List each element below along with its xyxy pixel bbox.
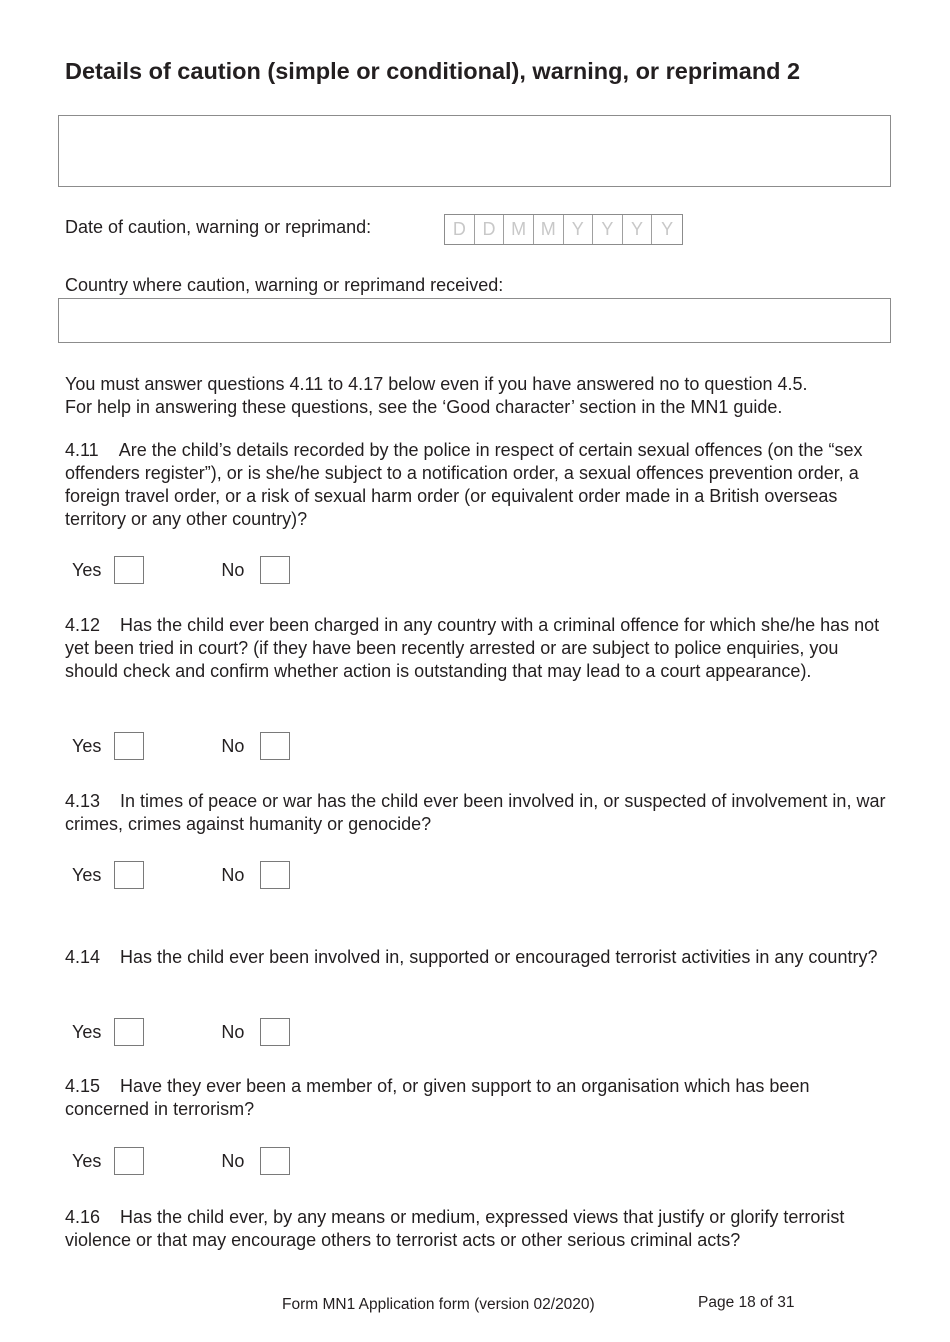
question-text: Has the child ever, by any means or medium, expressed views that justify or glorify terrorist violence or that may encourage others to terrorist acts or other serious criminal acts? xyxy=(65,1207,845,1250)
yes-checkbox-4-13[interactable] xyxy=(114,861,144,889)
question-4-14 xyxy=(65,946,895,969)
date-day-digit-2[interactable]: D xyxy=(475,215,505,244)
question-number: 4.12 xyxy=(65,615,101,635)
no-checkbox-4-12[interactable] xyxy=(260,732,290,760)
question-text: Has the child ever been charged in any country with a criminal offence for which she/he has not yet been tried in court? (if they have been recently arrested or are subject to police enquiries, you should check and confirm whether action is outstanding that may lead to a court appearance). xyxy=(65,615,880,681)
question-text: Are the child’s details recorded by the police in respect of certain sexual offences (on the “sex offenders register”), or is she/he subject to a notification order, a sexual offences prevention order, a foreign travel order, or a risk of sexual harm order (or equivalent order made in a British overseas territory or any other country)? xyxy=(65,440,863,529)
no-checkbox-4-14[interactable] xyxy=(260,1018,290,1046)
no-label: No xyxy=(221,1021,245,1042)
yes-checkbox-4-14[interactable] xyxy=(114,1018,144,1046)
question-text: Have they ever been a member of, or given support to an organisation which has been concerned in terrorism? xyxy=(65,1076,810,1119)
question-number: 4.14 xyxy=(65,947,101,967)
question-4-11 xyxy=(65,439,895,531)
question-text: In times of peace or war has the child ever been involved in, or suspected of involvement in, war crimes, crimes against humanity or genocide? xyxy=(65,791,886,834)
date-month-digit-2[interactable]: M xyxy=(534,215,564,244)
section-title: Details of caution (simple or conditional), warning, or reprimand 2 xyxy=(65,58,801,84)
no-label: No xyxy=(221,735,245,756)
no-label: No xyxy=(221,1150,245,1171)
country-input[interactable] xyxy=(58,298,891,343)
date-year-digit-3[interactable]: Y xyxy=(623,215,653,244)
question-number: 4.11 xyxy=(65,440,99,460)
no-checkbox-4-15[interactable] xyxy=(260,1147,290,1175)
date-year-digit-4[interactable]: Y xyxy=(661,219,674,239)
date-year-digit-1[interactable]: Y xyxy=(564,215,594,244)
intro-line-2: For help in answering these questions, see the ‘Good character’ section in the MN1 guide. xyxy=(65,397,783,417)
no-label: No xyxy=(221,559,245,580)
yes-checkbox-4-15[interactable] xyxy=(114,1147,144,1175)
date-day-digit-1[interactable]: D xyxy=(445,215,475,244)
yes-checkbox-4-12[interactable] xyxy=(114,732,144,760)
footer-form-name: Form MN1 Application form (version 02/2020) xyxy=(282,1296,595,1313)
no-label: No xyxy=(221,864,245,885)
question-4-16 xyxy=(65,1206,895,1252)
yes-label: Yes xyxy=(72,735,102,756)
yes-label: Yes xyxy=(72,1150,102,1171)
question-text: Has the child ever been involved in, supported or encouraged terrorist activities in any country? xyxy=(120,947,878,967)
date-year-digit-2[interactable]: Y xyxy=(593,215,623,244)
no-checkbox-4-13[interactable] xyxy=(260,861,290,889)
question-number: 4.13 xyxy=(65,791,101,811)
yes-label: Yes xyxy=(72,1021,102,1042)
question-4-13 xyxy=(65,790,895,836)
date-month-digit-1[interactable]: M xyxy=(504,215,534,244)
yes-checkbox-4-11[interactable] xyxy=(114,556,144,584)
intro-text xyxy=(65,373,895,419)
caution-details-input[interactable] xyxy=(58,115,891,187)
date-label: Date of caution, warning or reprimand: xyxy=(65,217,372,237)
question-number: 4.15 xyxy=(65,1076,101,1096)
question-4-12 xyxy=(65,614,895,683)
country-label: Country where caution, warning or reprimand received: xyxy=(65,275,504,295)
question-4-15 xyxy=(65,1075,895,1121)
question-number: 4.16 xyxy=(65,1207,101,1227)
no-checkbox-4-11[interactable] xyxy=(260,556,290,584)
yes-label: Yes xyxy=(72,559,102,580)
footer-page-number: Page 18 of 31 xyxy=(698,1294,795,1311)
intro-line-1: You must answer questions 4.11 to 4.17 below even if you have answered no to question 4.5. xyxy=(65,374,808,394)
yes-label: Yes xyxy=(72,864,102,885)
date-input[interactable] xyxy=(444,214,683,245)
